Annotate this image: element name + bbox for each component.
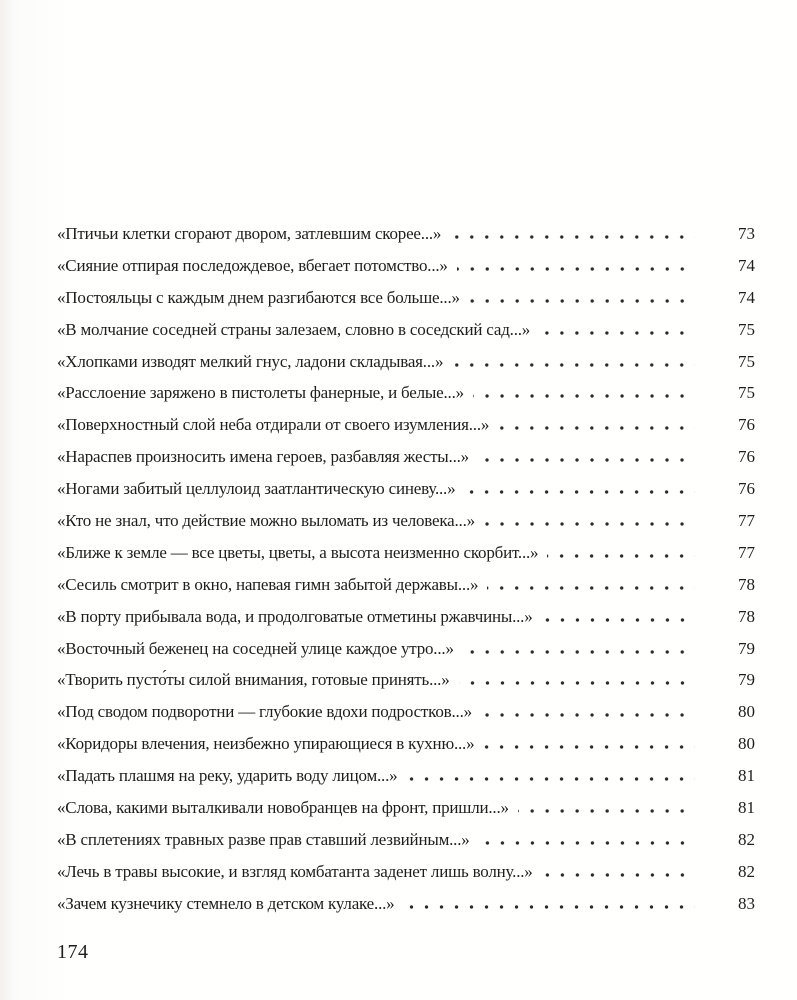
toc-entry-page: 75 [738, 383, 755, 403]
toc-entry-title: «Расслоение заряжено в пистолеты фанерные, и белые...» [57, 383, 464, 403]
toc-entry-title: «В порту прибывала вода, и продолговатые отметины ржавчины...» [57, 606, 533, 626]
toc-entry-page: 81 [738, 766, 755, 786]
toc-entry-page: 77 [738, 511, 755, 531]
toc-row [57, 447, 755, 479]
toc-entry-title: «Под сводом подворотни — глубокие вдохи подростков...» [57, 702, 472, 722]
dot-leader [547, 554, 695, 558]
toc-row [57, 511, 755, 543]
toc-entry-page: 80 [738, 734, 755, 754]
toc-row [57, 288, 755, 320]
toc-row [57, 894, 755, 926]
toc-list [57, 224, 755, 926]
toc-entry-title: «Поверхностный слой неба отдирали от своего изумления...» [57, 415, 490, 435]
toc-entry-title: «Нараспев произносить имена героев, разбавляя жесты...» [57, 447, 469, 467]
toc-entry-page: 79 [738, 638, 755, 658]
toc-row [57, 543, 755, 575]
toc-entry-title: «Хлопками изводят мелкий гнус, ладони складывая...» [57, 351, 444, 371]
toc-entry-title: «Коридоры влечения, неизбежно упирающиеся в кухню...» [57, 734, 475, 754]
toc-entry-title: «Зачем кузнечику стемнело в детском кулаке...» [57, 893, 395, 913]
toc-entry-title: «Лечь в травы высокие, и взгляд комбатанта заденет лишь волну...» [57, 861, 533, 881]
dot-leader [452, 363, 695, 367]
dot-leader [539, 331, 695, 335]
toc-entry-page: 82 [738, 861, 755, 881]
dot-leader [450, 235, 695, 239]
dot-leader [478, 458, 695, 462]
toc-row [57, 575, 755, 607]
toc-entry-title: «В молчание соседней страны залезаем, словно в соседский сад...» [57, 319, 531, 339]
dot-leader [498, 426, 695, 430]
toc-row [57, 862, 755, 894]
dot-leader [518, 809, 695, 813]
toc-entry-page: 77 [738, 542, 755, 562]
toc-entry-title: «Творить пусто́ты силой внимания, готовые принять...» [57, 670, 450, 690]
toc-entry-page: 83 [738, 893, 755, 913]
toc-row [57, 734, 755, 766]
toc-entry-page: 78 [738, 606, 755, 626]
dot-leader [457, 267, 695, 271]
toc-entry-page: 73 [738, 224, 755, 243]
toc-entry-page: 78 [738, 574, 755, 594]
toc-entry-page: 75 [738, 351, 755, 371]
toc-row [57, 830, 755, 862]
toc-entry-title: «Слова, какими выталкивали новобранцев на фронт, пришли...» [57, 798, 509, 818]
toc-entry-page: 76 [738, 415, 755, 435]
toc-entry-title: «Постояльцы с каждым днем разгибаются все больше...» [57, 287, 460, 307]
toc-entry-title: «Ногами забитый целлулоид заатлантическую синеву...» [57, 479, 456, 499]
toc-entry-page: 76 [738, 479, 755, 499]
toc-row [57, 798, 755, 830]
toc-entry-title: «Падать плашмя на реку, ударить воду лицом...» [57, 766, 398, 786]
toc-entry-title: «Сияние отпирая последождевое, вбегает потомство...» [57, 255, 448, 275]
toc-row [57, 479, 755, 511]
dot-leader [459, 681, 695, 685]
dot-leader [406, 777, 695, 781]
dot-leader [464, 490, 695, 494]
dot-leader [542, 618, 695, 622]
toc-row [57, 224, 755, 256]
dot-leader [484, 522, 695, 526]
toc-row [57, 607, 755, 639]
dot-leader [463, 650, 695, 654]
toc-row [57, 383, 755, 415]
toc-row [57, 639, 755, 671]
toc-entry-title: «Кто не знал, что действие можно выломать из человека...» [57, 511, 475, 531]
toc-entry-page: 74 [738, 287, 755, 307]
dot-leader [469, 299, 695, 303]
dot-leader [481, 713, 695, 717]
toc-entry-page: 82 [738, 829, 755, 849]
toc-entry-page: 76 [738, 447, 755, 467]
toc-entry-page: 81 [738, 798, 755, 818]
toc-row [57, 702, 755, 734]
toc-row [57, 352, 755, 384]
toc-row [57, 256, 755, 288]
toc-entry-title: «Сесиль смотрит в окно, напевая гимн забытой державы...» [57, 574, 479, 594]
toc-entry-title: «Восточный беженец на соседней улице каждое утро...» [57, 638, 454, 658]
toc-row [57, 766, 755, 798]
page-number: 174 [57, 941, 89, 963]
dot-leader [473, 394, 695, 398]
toc-entry-page: 79 [738, 670, 755, 690]
toc-entry-page: 80 [738, 702, 755, 722]
toc-entry-title: «Ближе к земле — все цветы, цветы, а высота неизменно скорбит...» [57, 542, 539, 562]
toc-entry-title: «Птичьи клетки сгорают двором, затлевшим скорее...» [57, 224, 442, 243]
toc-entry-page: 75 [738, 319, 755, 339]
dot-leader [479, 841, 695, 845]
dot-leader [483, 745, 695, 749]
toc-row [57, 670, 755, 702]
dot-leader [487, 586, 695, 590]
toc-entry-title: «В сплетениях травных разве прав ставший лезвийным...» [57, 829, 470, 849]
toc-row [57, 415, 755, 447]
dot-leader [403, 905, 695, 909]
toc-entry-page: 74 [738, 255, 755, 275]
toc-row [57, 320, 755, 352]
dot-leader [542, 873, 695, 877]
